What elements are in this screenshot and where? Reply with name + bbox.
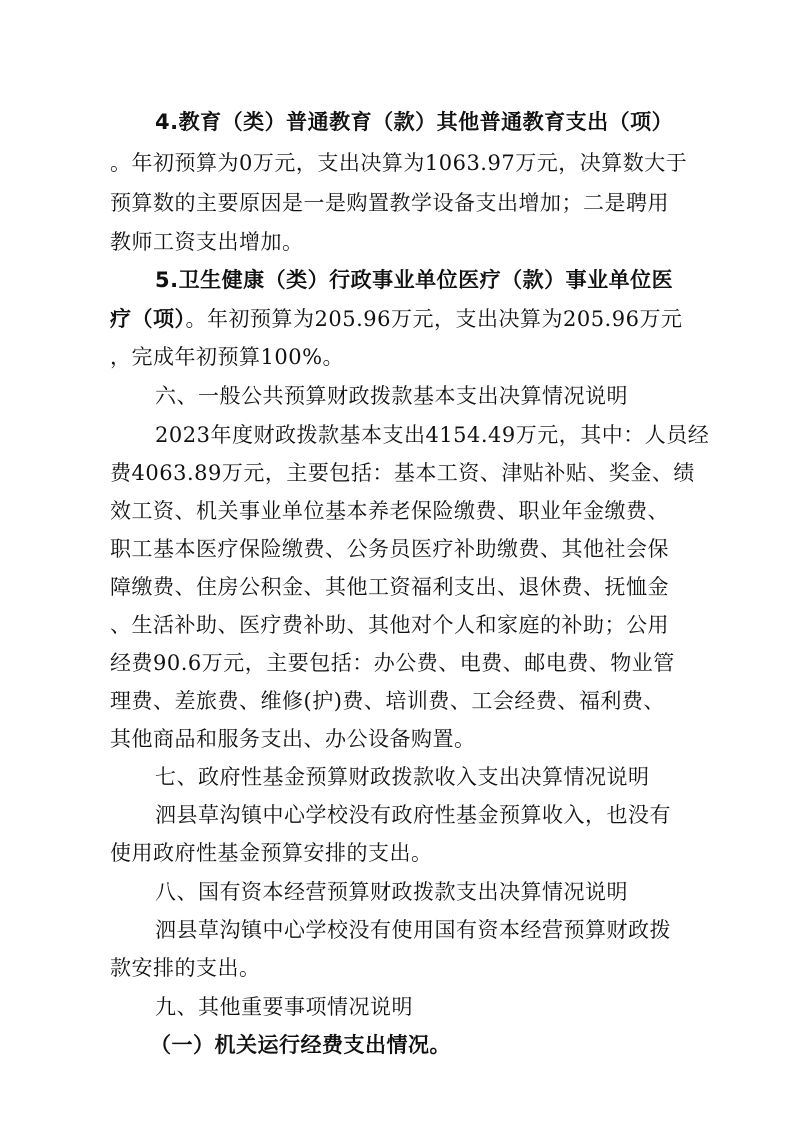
para-7-line-2: 使用政府性基金预算安排的支出。 bbox=[110, 841, 433, 865]
section-4-title: 4.教育（类）普通教育（款）其他普通教育支出（项） bbox=[155, 110, 674, 134]
section-4-line-3: 教师工资支出增加。 bbox=[110, 230, 304, 254]
heading-9: 九、其他重要事项情况说明 bbox=[155, 995, 413, 1019]
para-6-line-5: 障缴费、住房公积金、其他工资福利支出、退休费、抚恤金 bbox=[110, 575, 669, 599]
para-6-line-2: 费4063.89万元，主要包括：基本工资、津贴补贴、奖金、绩 bbox=[110, 461, 695, 485]
section-5-title-line-1: 5.卫生健康（类）行政事业单位医疗（款）事业单位医 bbox=[155, 268, 674, 292]
section-5-body-start: 。年初预算为205.96万元，支出决算为205.96万元 bbox=[185, 307, 683, 331]
section-5-title-tail: 疗（项） bbox=[110, 307, 186, 331]
para-8-line-2: 款安排的支出。 bbox=[110, 956, 261, 980]
para-6-line-4: 职工基本医疗保险缴费、公务员医疗补助缴费、其他社会保 bbox=[110, 537, 669, 561]
para-6-line-9: 其他商品和服务支出、办公设备购置。 bbox=[110, 727, 476, 751]
subheading-1: （一）机关运行经费支出情况。 bbox=[150, 1033, 451, 1057]
section-4-line-2: 预算数的主要原因是一是购置教学设备支出增加；二是聘用 bbox=[110, 191, 669, 215]
heading-8: 八、国有资本经营预算财政拨款支出决算情况说明 bbox=[155, 880, 628, 904]
heading-7: 七、政府性基金预算财政拨款收入支出决算情况说明 bbox=[155, 765, 650, 789]
heading-6: 六、一般公共预算财政拨款基本支出决算情况说明 bbox=[155, 384, 628, 408]
para-6-line-6: 、生活补助、医疗费补助、其他对个人和家庭的补助；公用 bbox=[110, 613, 669, 637]
section-4-line-1: 。年初预算为0万元，支出决算为1063.97万元，决算数大于 bbox=[110, 151, 688, 175]
para-6-line-7: 经费90.6万元，主要包括：办公费、电费、邮电费、物业管 bbox=[110, 651, 675, 675]
para-6-line-8: 理费、差旅费、维修(护)费、培训费、工会经费、福利费、 bbox=[110, 689, 665, 713]
section-5-line-1: ，完成年初预算100%。 bbox=[110, 345, 345, 369]
para-6-line-1: 2023年度财政拨款基本支出4154.49万元，其中：人员经 bbox=[155, 423, 710, 447]
para-6-line-3: 效工资、机关事业单位基本养老保险缴费、职业年金缴费、 bbox=[110, 499, 669, 523]
para-8-line-1: 泗县草沟镇中心学校没有使用国有资本经营预算财政拨 bbox=[155, 918, 671, 942]
para-7-line-1: 泗县草沟镇中心学校没有政府性基金预算收入，也没有 bbox=[155, 803, 671, 827]
section-5-title-line-2 bbox=[0, 304, 793, 334]
